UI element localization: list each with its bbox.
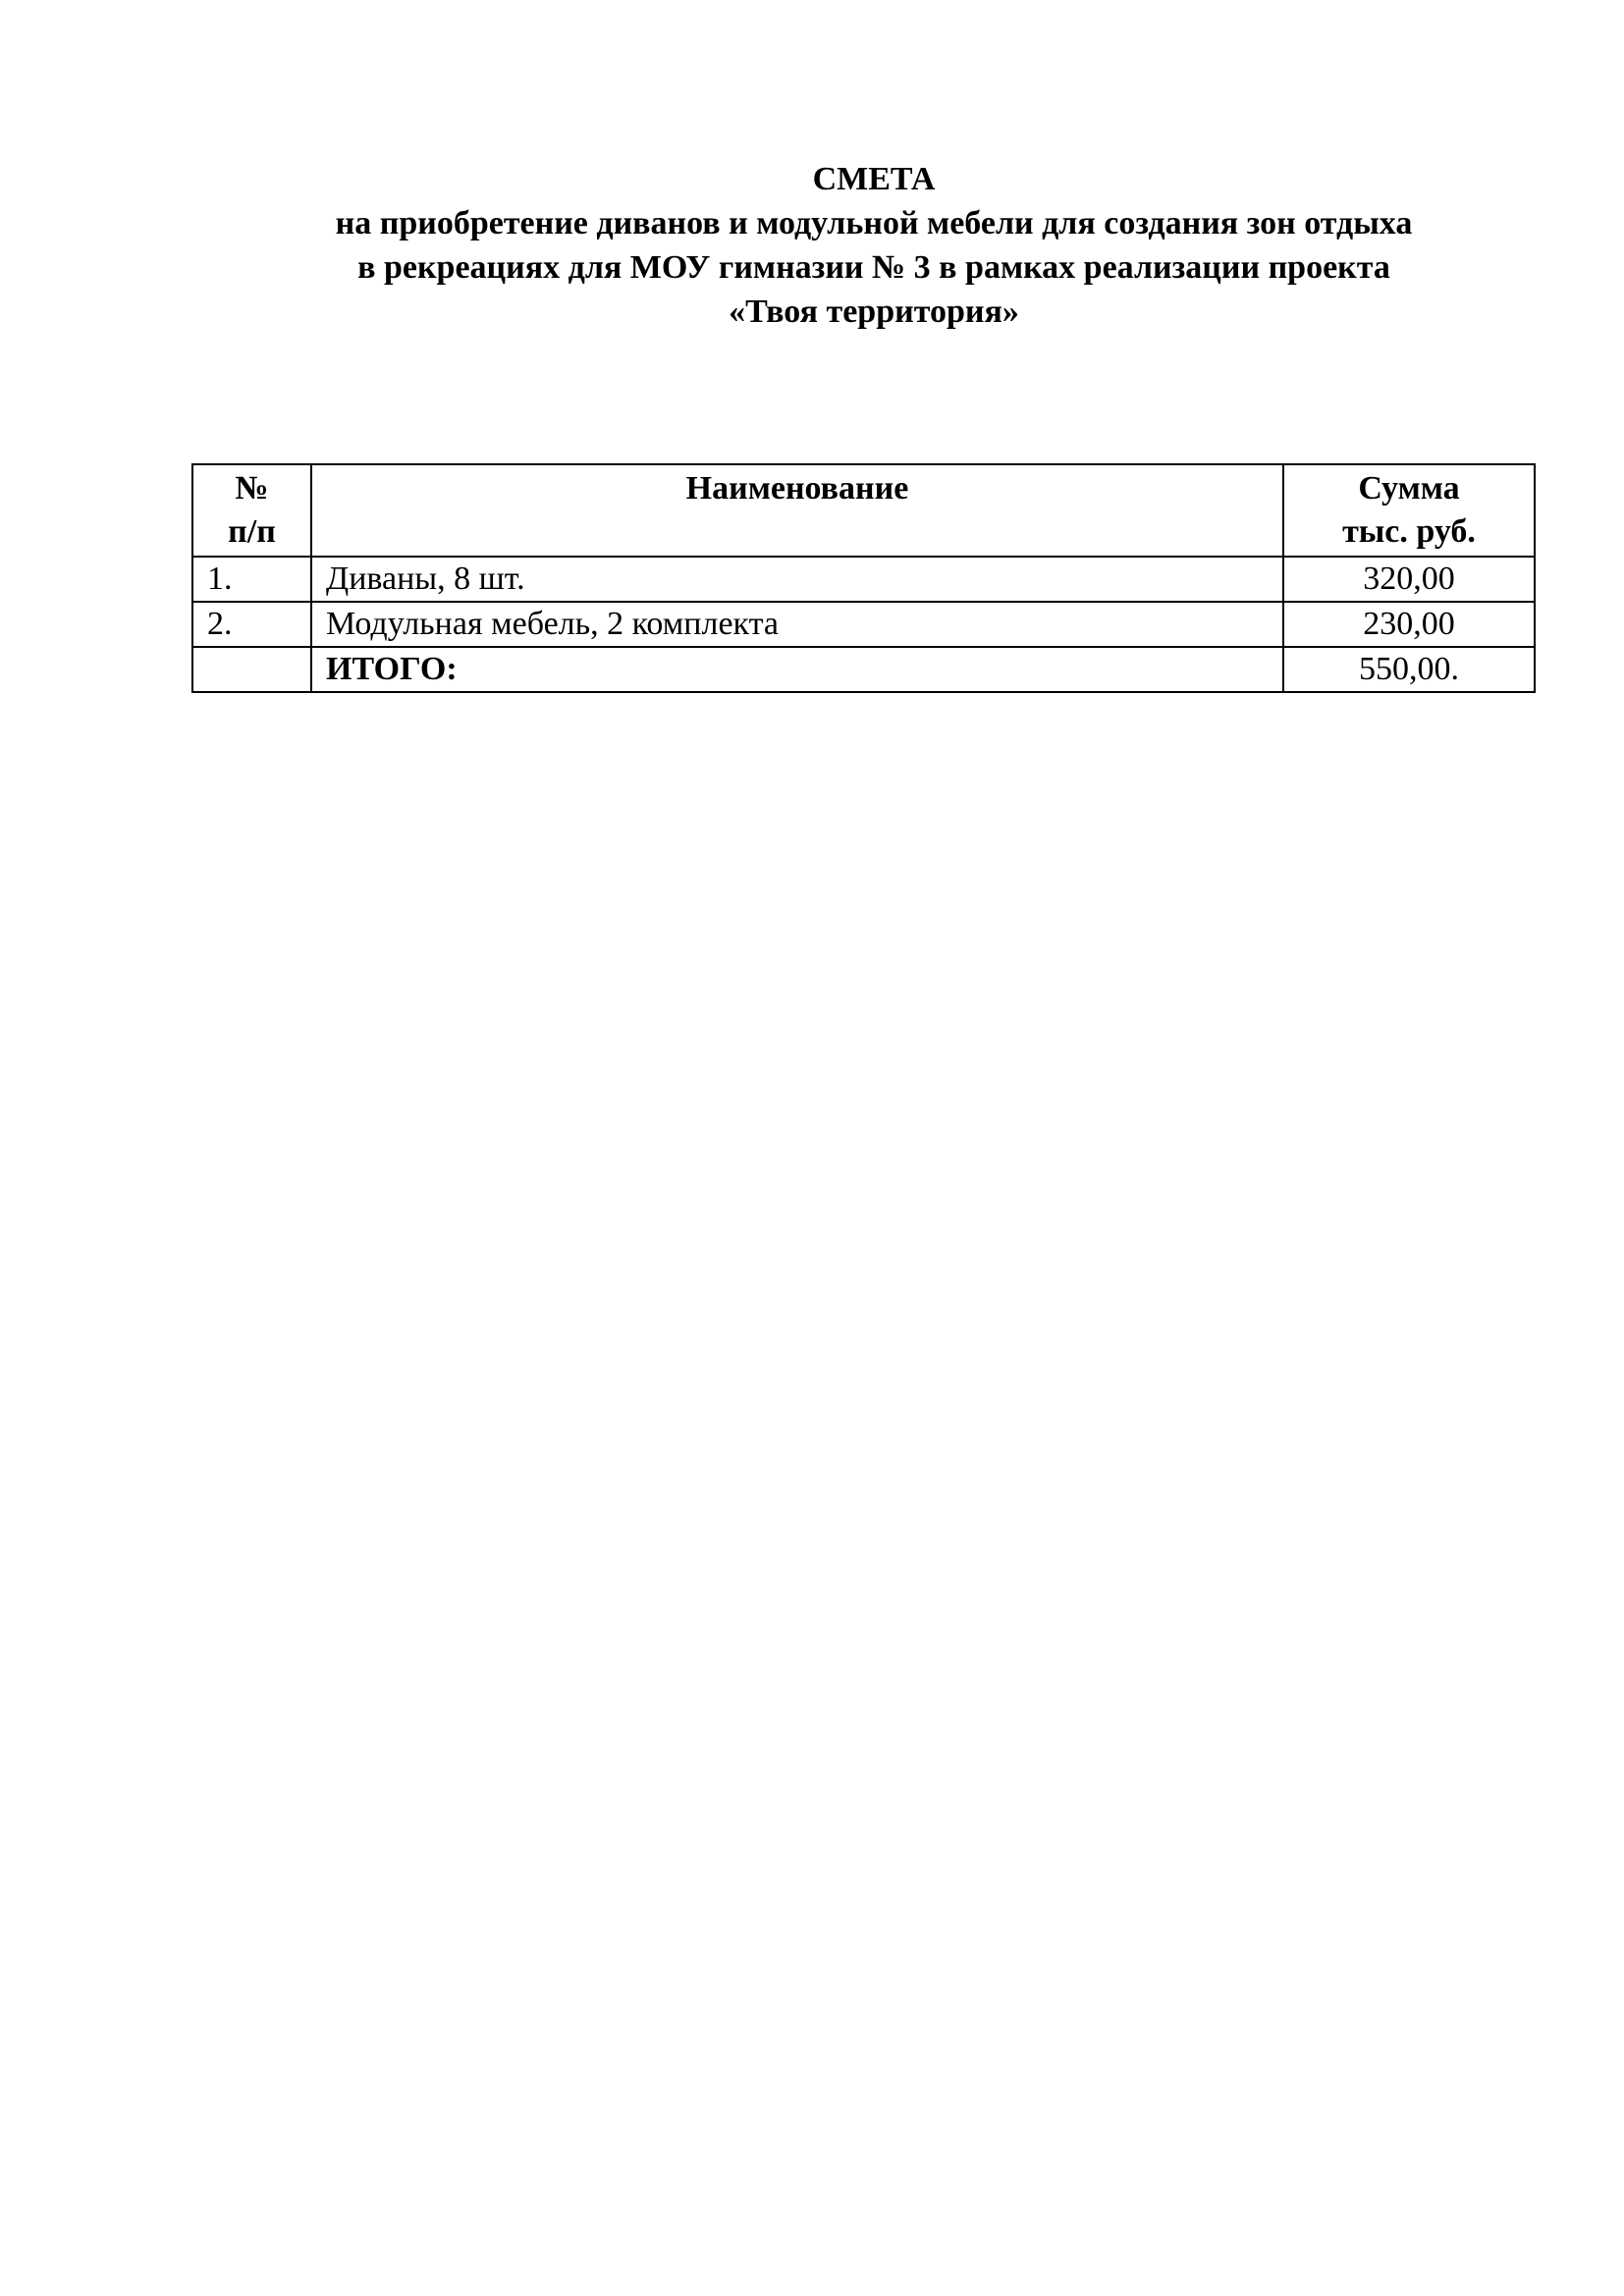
- total-label: ИТОГО:: [311, 647, 1283, 692]
- title-line-project: «Твоя территория»: [729, 294, 1019, 330]
- table-row: [192, 557, 1535, 602]
- header-name: [311, 464, 1283, 557]
- row-name: Модульная мебель, 2 комплекта: [311, 602, 1283, 647]
- header-name-label: Наименование: [685, 470, 909, 507]
- header-number: [192, 464, 311, 557]
- total-number: [192, 647, 311, 692]
- title-line-location: в рекреациях для МОУ гимназии № 3 в рамках реализации проекта: [357, 249, 1390, 286]
- row-sum: 230,00: [1283, 602, 1535, 647]
- document-title: [177, 157, 1571, 334]
- header-sum-line1: Сумма: [1358, 470, 1460, 507]
- header-number-line2: п/п: [228, 513, 276, 550]
- total-row: [192, 647, 1535, 692]
- header-sum: [1283, 464, 1535, 557]
- title-line-heading: СМЕТА: [812, 161, 936, 197]
- estimate-table: [191, 463, 1536, 693]
- row-number: 2.: [192, 602, 311, 647]
- table-header-row: [192, 464, 1535, 557]
- row-name: Диваны, 8 шт.: [311, 557, 1283, 602]
- total-sum: 550,00.: [1283, 647, 1535, 692]
- table-row: [192, 602, 1535, 647]
- row-number: 1.: [192, 557, 311, 602]
- row-sum: 320,00: [1283, 557, 1535, 602]
- header-number-line1: №: [235, 470, 269, 507]
- header-sum-line2: тыс. руб.: [1342, 513, 1476, 550]
- title-line-subject: на приобретение диванов и модульной мебели для создания зон отдыха: [335, 205, 1413, 241]
